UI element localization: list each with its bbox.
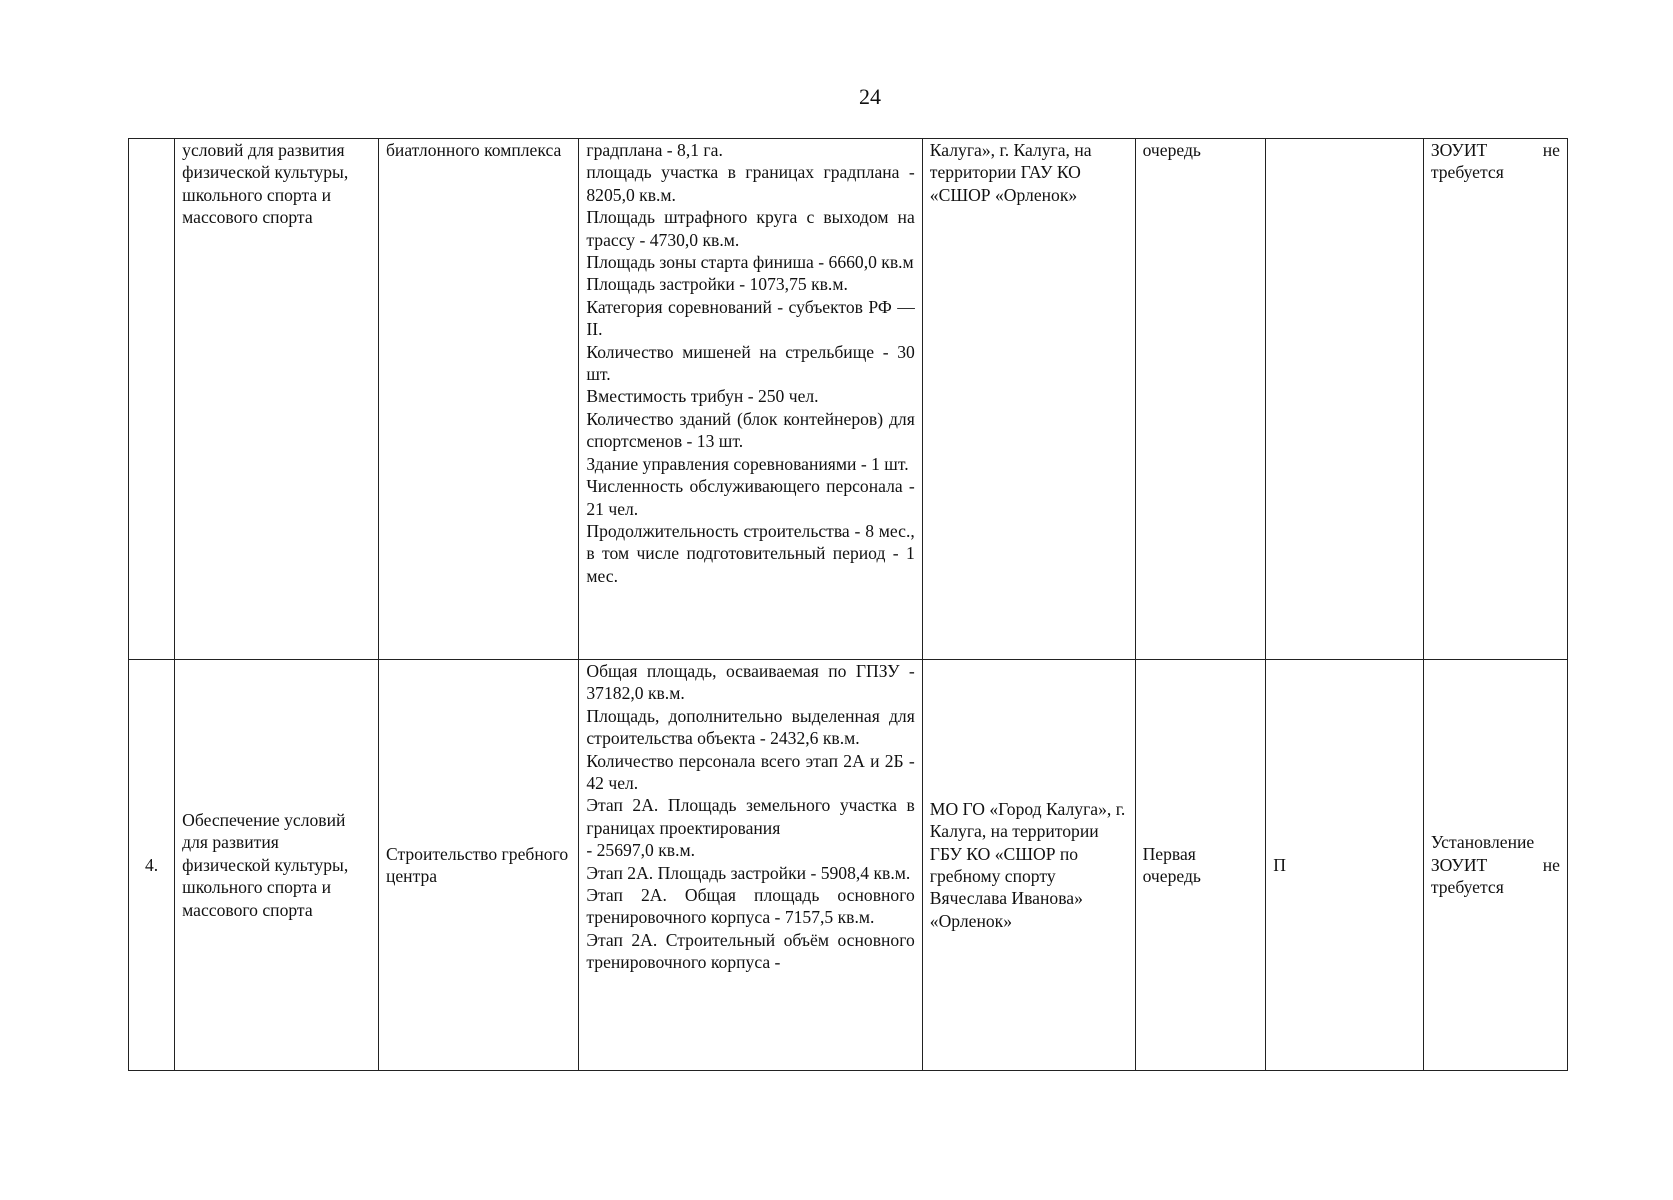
- zouit-cell: [1423, 139, 1567, 660]
- parameter-line: Этап 2А. Общая площадь основного тренировочного корпуса - 7157,5 кв.м.: [586, 885, 915, 928]
- row-number-cell: 4.: [129, 660, 175, 1071]
- zouit-not-word: не: [1542, 140, 1560, 160]
- parameter-line: Площадь застройки - 1073,75 кв.м.: [586, 274, 848, 295]
- goal-cell: [175, 660, 379, 1071]
- location-cell: [922, 660, 1135, 1071]
- goal-text: условий для развития физической культуры, школьного спорта и массового спорта: [182, 140, 349, 228]
- parameter-line: Продолжительность строительства - 8 мес., в том числе подготовительный период - 1 мес.: [586, 520, 915, 586]
- parameter-line: - 25697,0 кв.м.: [586, 840, 695, 861]
- parameter-line: Категория соревнований - субъектов РФ — II.: [586, 296, 915, 340]
- parameter-line: Вместимость трибун - 250 чел.: [586, 386, 819, 407]
- location-text: МО ГО «Город Калуга», г. Калуга, на территории ГБУ КО «СШОР по гребному спорту Вячеслава Иванова» «Орленок»: [929, 798, 1126, 931]
- parameter-line: Количество зданий (блок контейнеров) для спортсменов - 13 шт.: [586, 408, 915, 452]
- object-text: Строительство гребного центра: [385, 843, 569, 886]
- parameter-line: Здание управления соревнованиями - 1 шт.: [586, 453, 909, 474]
- parameters-cell: [579, 139, 922, 660]
- zouit-not-word: не: [1542, 854, 1560, 875]
- stage-text: очередь: [1142, 140, 1201, 160]
- parameter-line: Этап 2А. Площадь застройки - 5908,4 кв.м.: [586, 862, 911, 883]
- mark-cell: П: [1266, 660, 1424, 1071]
- location-cell: [922, 139, 1135, 660]
- zouit-word: ЗОУИТ: [1430, 140, 1488, 160]
- parameter-line: Площадь, дополнительно выделенная для строительства объекта - 2432,6 кв.м.: [586, 705, 915, 749]
- parameter-line: Количество персонала всего этап 2А и 2Б - 42 чел.: [586, 750, 915, 794]
- parameter-line: Площадь зоны старта финиша - 6660,0 кв.м: [586, 252, 914, 273]
- zouit-line: [1431, 854, 1560, 876]
- zouit-cell: [1423, 660, 1567, 1071]
- table-row: [129, 139, 1568, 660]
- zouit-line: [1431, 139, 1560, 161]
- goal-text: Обеспечение условий для развития физической культуры, школьного спорта и массового спорта: [182, 809, 349, 920]
- parameter-line: Этап 2А. Площадь земельного участка в границах проектирования: [586, 795, 915, 838]
- parameter-line: градплана - 8,1 га.: [586, 140, 723, 160]
- objects-table: [128, 138, 1568, 1071]
- zouit-required-text: требуется: [1430, 162, 1504, 183]
- stage-cell: [1135, 660, 1266, 1071]
- stage-text: Первая очередь: [1142, 843, 1201, 886]
- object-cell: [378, 660, 578, 1071]
- parameter-line: Количество мишеней на стрельбище - 30 шт.: [586, 341, 915, 385]
- parameter-line: Численность обслуживающего персонала - 21 чел.: [586, 476, 915, 519]
- object-text: биатлонного комплекса: [385, 140, 562, 160]
- stage-cell: [1135, 139, 1266, 660]
- mark-cell: [1266, 139, 1424, 660]
- zouit-required-text: требуется: [1430, 877, 1504, 898]
- parameters-cell: [579, 660, 922, 1071]
- page-number: 24: [859, 84, 881, 109]
- parameter-line: Площадь штрафного круга с выходом на трассу - 4730,0 кв.м.: [586, 207, 915, 250]
- parameter-line: Общая площадь, осваиваемая по ГПЗУ - 37182,0 кв.м.: [586, 661, 915, 704]
- parameter-line: Этап 2А. Строительный объём основного тренировочного корпуса -: [586, 929, 915, 973]
- row-number-cell: [129, 139, 175, 660]
- zouit-word: ЗОУИТ: [1430, 854, 1488, 875]
- goal-cell: [175, 139, 379, 660]
- parameter-line: площадь участка в границах градплана - 8205,0 кв.м.: [586, 162, 915, 205]
- location-text: Калуга», г. Калуга, на территории ГАУ КО «СШОР «Орленок»: [929, 140, 1092, 205]
- table-row: [129, 660, 1568, 1071]
- zouit-establishment-text: Установление: [1430, 832, 1535, 853]
- object-cell: [378, 139, 578, 660]
